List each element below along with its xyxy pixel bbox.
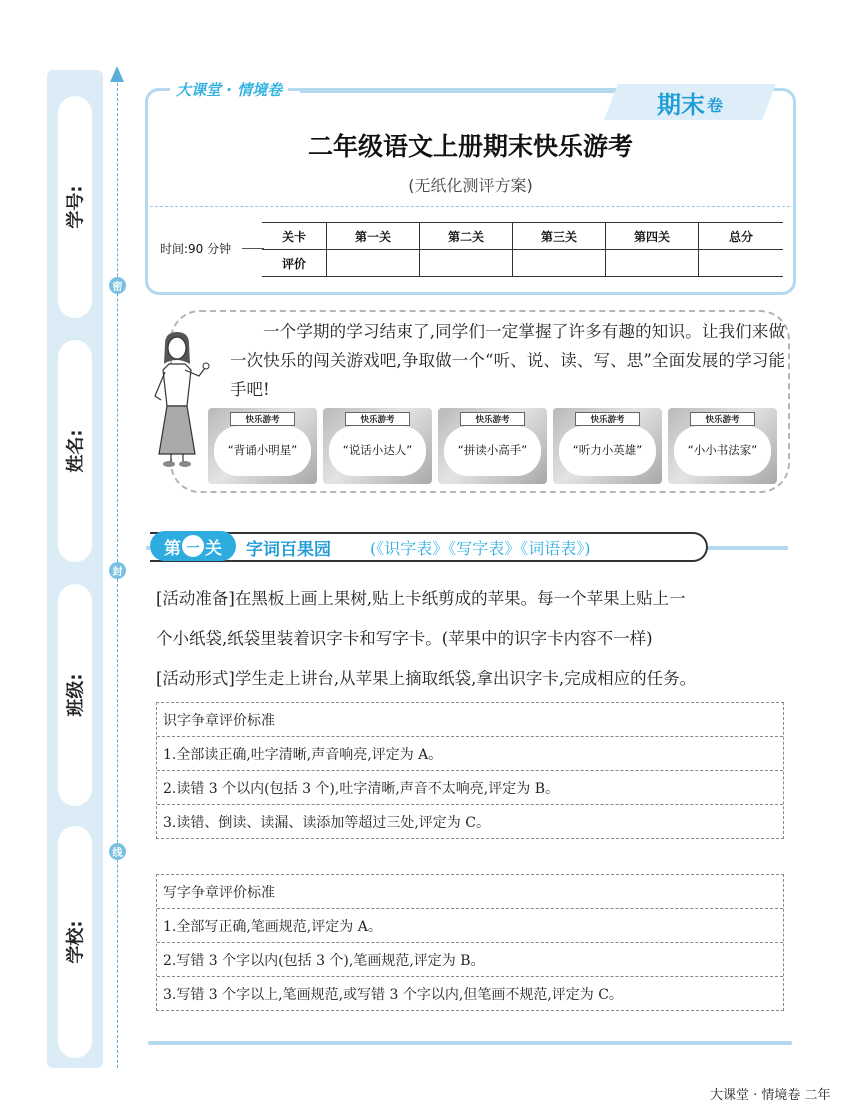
activity-card-listen <box>553 408 662 484</box>
form-line: [活动形式]学生走上讲台,从苹果上摘取纸袋,拿出识字卡,完成相应的任务。 <box>156 669 697 688</box>
seal-mark-mi: 密 <box>109 277 126 294</box>
card-ribbon: 快乐游考 <box>230 412 295 426</box>
score-header-total: 总分 <box>699 223 784 250</box>
score-cell-level-2[interactable] <box>420 250 513 277</box>
exam-type-big: 期末 <box>656 90 705 119</box>
reading-criteria-table <box>156 702 784 839</box>
card-ribbon: 快乐游考 <box>690 412 755 426</box>
reading-criteria-item: 2.读错 3 个以内(包括 3 个),吐字清晰,声音不太响亮,评定为 B。 <box>157 770 783 804</box>
seal-mark-xian: 线 <box>109 843 126 860</box>
reading-criteria-item: 3.读错、倒读、读漏、读添加等超过三处,评定为 C。 <box>157 804 783 838</box>
reading-criteria-title: 识字争章评价标准 <box>163 712 275 729</box>
writing-criteria-title: 写字争章评价标准 <box>163 884 275 901</box>
reading-criteria-item: 1.全部读正确,吐字清晰,声音响亮,评定为 A。 <box>157 736 783 770</box>
score-cell-total[interactable] <box>699 250 784 277</box>
teacher-illustration <box>143 330 213 470</box>
card-name: “说话小达人” <box>342 443 413 457</box>
intro-paragraph: 一个学期的学习结束了,同学们一定掌握了许多有趣的知识。让我们来做一次快乐的闯关游戏吧,争取做一个“听、说、读、写、思”全面发展的学习能手吧! <box>230 322 785 399</box>
time-limit-label: 时间:90 分钟 <box>160 242 232 256</box>
score-cell-level-1[interactable] <box>327 250 420 277</box>
score-header-level-4: 第四关 <box>606 223 699 250</box>
score-header-level-1: 第一关 <box>327 223 420 250</box>
score-table <box>262 222 783 277</box>
binding-strip <box>47 70 103 1068</box>
time-label-connector <box>242 248 264 249</box>
brand-label: 大课堂 · 情境卷 <box>170 79 288 100</box>
name-field[interactable] <box>58 340 92 562</box>
page-footer: 大课堂 · 情境卷 二年 <box>710 1088 831 1103</box>
card-ribbon: 快乐游考 <box>345 412 410 426</box>
school-field[interactable] <box>58 826 92 1058</box>
seal-mark-feng: 封 <box>109 562 126 579</box>
school-label: 学校: <box>66 920 88 964</box>
activity-card-speak <box>323 408 432 484</box>
badge-suffix: 关 <box>205 538 222 559</box>
score-cell-level-4[interactable] <box>606 250 699 277</box>
exam-type-small: 卷 <box>706 96 723 115</box>
score-header-level-2: 第二关 <box>420 223 513 250</box>
section-badge <box>150 531 236 561</box>
page-title: 二年级语文上册期末快乐游考 <box>307 132 633 161</box>
writing-criteria-item: 1.全部写正确,笔画规范,评定为 A。 <box>157 908 783 942</box>
badge-number: 一 <box>182 535 204 557</box>
score-table-header-row <box>262 223 783 250</box>
section-title: 字词百果园 <box>246 540 331 560</box>
activity-card-spell <box>438 408 547 484</box>
card-name: “背诵小明星” <box>227 443 298 457</box>
writing-criteria-table <box>156 874 784 1011</box>
score-header-level: 关卡 <box>262 223 327 250</box>
page-subtitle: (无纸化测评方案) <box>408 176 533 195</box>
activity-card-recite <box>208 408 317 484</box>
exam-type-label <box>604 84 776 120</box>
name-label: 姓名: <box>66 429 88 473</box>
card-name: “听力小英雄” <box>572 443 643 457</box>
class-label: 班级: <box>66 673 88 717</box>
card-name: “拼读小高手” <box>457 443 528 457</box>
card-ribbon: 快乐游考 <box>460 412 525 426</box>
writing-criteria-item: 2.写错 3 个字以内(包括 3 个),笔画规范,评定为 B。 <box>157 942 783 976</box>
writing-criteria-item: 3.写错 3 个字以上,笔画规范,或写错 3 个字以内,但笔画不规范,评定为 C。 <box>157 976 783 1010</box>
card-name: “小小书法家” <box>687 443 758 457</box>
badge-prefix: 第 <box>164 538 181 559</box>
class-field[interactable] <box>58 584 92 806</box>
prep-line-2: 个小纸袋,纸袋里装着识字卡和写字卡。(苹果中的识字卡内容不一样) <box>156 629 653 648</box>
score-table-eval-row <box>262 250 783 277</box>
section-subtitle: (《识字表》《写字表》《词语表》) <box>370 539 591 558</box>
student-id-field[interactable] <box>58 96 92 318</box>
student-id-label: 学号: <box>66 185 88 229</box>
activity-card-calligraphy <box>668 408 777 484</box>
bottom-rule <box>148 1041 792 1045</box>
brand-rule <box>300 89 620 93</box>
score-cell-level-3[interactable] <box>513 250 606 277</box>
score-header-level-3: 第三关 <box>513 223 606 250</box>
header-divider <box>150 206 790 207</box>
card-ribbon: 快乐游考 <box>575 412 640 426</box>
score-row-label: 评价 <box>262 250 327 277</box>
prep-line-1: [活动准备]在黑板上画上果树,贴上卡纸剪成的苹果。每一个苹果上贴上一 <box>156 589 686 608</box>
